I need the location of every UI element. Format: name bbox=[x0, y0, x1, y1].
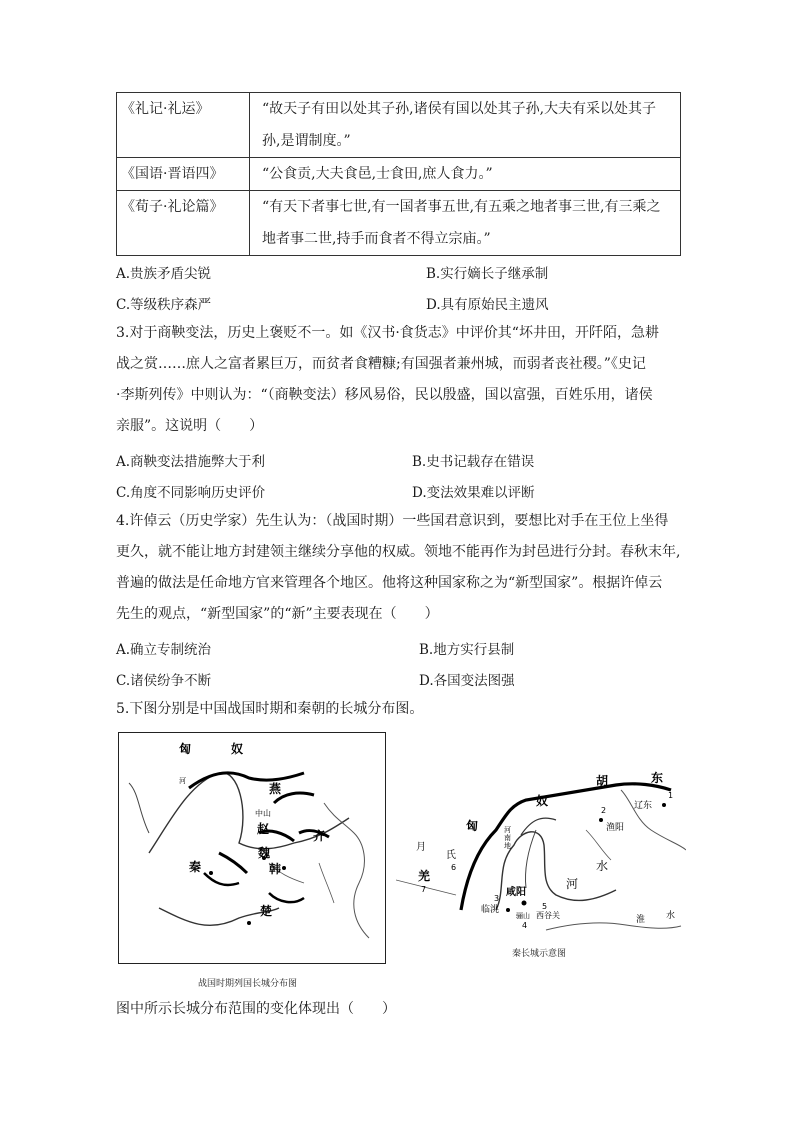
coastline bbox=[324, 803, 369, 938]
q4-option-a[interactable]: A.确立专制统治 bbox=[116, 642, 212, 658]
label-n6: 6 bbox=[451, 863, 457, 872]
stem-line: 亲服”。这说明（ ） bbox=[116, 418, 264, 434]
label-shi: 氏 bbox=[446, 850, 456, 861]
stem-line: 普遍的做法是任命地方官来管理各个地区。他将这种国家称之为“新型国家”。根据许倬云 bbox=[116, 575, 663, 591]
label-n3: 3 bbox=[494, 894, 500, 903]
source-name: 《国语·晋语四》 bbox=[117, 158, 250, 191]
huai-river bbox=[546, 923, 681, 930]
label-liaodong: 辽东 bbox=[634, 801, 653, 811]
quote-line: “故天子有田以处其子孙,诸侯有国以处其子孙,大夫有采以处其子 bbox=[262, 101, 657, 117]
city-dot bbox=[662, 803, 666, 807]
question-4-stem bbox=[116, 506, 681, 630]
coastline bbox=[621, 790, 686, 850]
label-chu: 楚 bbox=[260, 904, 273, 918]
label-huai: 淮 bbox=[636, 915, 646, 925]
city-dot bbox=[522, 901, 527, 906]
stem-line: 先生的观点，“新型国家”的“新”主要表现在（ ） bbox=[116, 606, 439, 622]
quote-line: 地者事二世,持手而食者不得立宗庙。” bbox=[262, 231, 491, 247]
river bbox=[319, 863, 334, 903]
label-lishan: 骊山 bbox=[516, 912, 530, 920]
city-dot bbox=[506, 908, 510, 912]
label-henan3: 地 bbox=[504, 842, 511, 850]
label-n4: 4 bbox=[522, 921, 528, 930]
label-yue: 月 bbox=[416, 842, 426, 853]
q2-option-b[interactable]: B.实行嫡长子继承制 bbox=[426, 266, 549, 282]
label-qin: 秦 bbox=[189, 860, 202, 874]
city-dot bbox=[247, 921, 251, 925]
table-row bbox=[117, 191, 681, 256]
label-xiongnu2: 奴 bbox=[231, 742, 244, 756]
label-nu: 奴 bbox=[536, 794, 549, 808]
label-xianyang: 咸阳 bbox=[506, 887, 526, 898]
label-shui: 水 bbox=[596, 859, 609, 873]
label-han: 韩 bbox=[269, 862, 282, 876]
city-dot bbox=[599, 818, 603, 822]
q2-option-a[interactable]: A.贵族矛盾尖锐 bbox=[116, 266, 212, 282]
map1-svg bbox=[119, 733, 385, 963]
label-yuyang: 渔阳 bbox=[606, 823, 625, 833]
source-name: 《礼记·礼运》 bbox=[117, 93, 250, 158]
river bbox=[129, 783, 149, 833]
label-n1: 1 bbox=[668, 791, 674, 800]
label-dong: 东 bbox=[651, 771, 664, 785]
label-shui2: 水 bbox=[666, 911, 676, 921]
map1-caption: 战国时期列国长城分布图 bbox=[198, 979, 298, 989]
wall-wei bbox=[219, 853, 247, 873]
question-3-stem bbox=[116, 318, 681, 442]
label-xiongnu1: 匈 bbox=[179, 742, 192, 756]
qin-wall-map bbox=[396, 770, 686, 940]
label-wei: 魏 bbox=[258, 846, 271, 860]
quote-line: “有天下者事七世,有一国者事五世,有五乘之地者事三世,有三乘之 bbox=[262, 199, 661, 215]
wall-chu bbox=[269, 893, 304, 902]
label-henan1: 河 bbox=[504, 826, 511, 834]
source-quote bbox=[250, 191, 681, 256]
q4-option-d[interactable]: D.各国变法图强 bbox=[419, 673, 515, 689]
stem-line: 4.许倬云（历史学家）先生认为：（战国时期）一些国君意识到，要想比对手在王位上坐得 bbox=[116, 513, 669, 529]
label-n7: 7 bbox=[421, 885, 427, 894]
river bbox=[586, 830, 611, 860]
q3-option-c[interactable]: C.角度不同影响历史评价 bbox=[116, 485, 266, 501]
q3-option-a[interactable]: A.商鞅变法措施弊大于利 bbox=[116, 454, 266, 470]
label-he: 河 bbox=[179, 777, 186, 785]
city-dot bbox=[282, 866, 286, 870]
q2-option-c[interactable]: C.等级秩序森严 bbox=[116, 297, 212, 313]
stem-line: 战之赏……庶人之富者累巨万，而贫者食糟糠;有国强者兼州城，而弱者丧社稷。”《史记 bbox=[116, 356, 646, 372]
label-n5: 5 bbox=[542, 902, 548, 911]
q3-option-b[interactable]: B.史书记载存在错误 bbox=[412, 454, 535, 470]
label-zhao: 赵 bbox=[257, 822, 270, 836]
label-lintao: 临洮 bbox=[481, 905, 500, 915]
quote-line: “公食贡,大夫食邑,士食田,庶人食力。” bbox=[262, 166, 493, 182]
stem-line: 3.对于商鞅变法，历史上褒贬不一。如《汉书·食货志》中评价其“坏井田，开阡陌，急耕 bbox=[116, 325, 659, 341]
question-5-prompt: 图中所示长城分布范围的变化体现出（ ） bbox=[116, 1001, 396, 1017]
q4-option-c[interactable]: C.诸侯纷争不断 bbox=[116, 673, 212, 689]
warring-states-wall-map bbox=[118, 732, 386, 964]
label-zhongshan: 中山 bbox=[255, 809, 271, 818]
stem-line: 更久，就不能让地方封建领主继续分享他的权威。领地不能再作为封邑进行分封。春秋末年, bbox=[116, 544, 681, 560]
map2-caption: 秦长城示意图 bbox=[512, 949, 567, 959]
quote-line: 孙,是谓制度。” bbox=[262, 133, 351, 149]
label-xiong: 匈 bbox=[466, 819, 479, 833]
q2-option-d[interactable]: D.具有原始民主遗风 bbox=[426, 297, 549, 313]
q4-option-b[interactable]: B.地方实行县制 bbox=[419, 642, 515, 658]
map2-svg bbox=[396, 770, 686, 940]
label-he: 河 bbox=[566, 877, 579, 891]
label-qiang: 羌 bbox=[418, 869, 431, 883]
straight-road bbox=[525, 830, 536, 888]
table-row bbox=[117, 158, 681, 191]
label-yan: 燕 bbox=[269, 782, 282, 796]
label-henan2: 南 bbox=[504, 834, 511, 842]
source-quote bbox=[250, 93, 681, 158]
stem-line: ·李斯列传》中则认为：“（商鞅变法）移风易俗，民以殷盛，国以富强，百姓乐用，诸侯 bbox=[116, 387, 653, 403]
source-name: 《荀子·礼论篇》 bbox=[117, 191, 250, 256]
wall-han bbox=[204, 873, 239, 885]
q3-option-d[interactable]: D.变法效果难以评断 bbox=[412, 485, 535, 501]
label-n2: 2 bbox=[601, 806, 607, 815]
label-qi: 齐 bbox=[313, 829, 326, 843]
question-5-stem: 5.下图分别是中国战国时期和秦朝的长城分布图。 bbox=[116, 701, 424, 717]
source-table bbox=[116, 92, 681, 256]
city-dot bbox=[209, 871, 213, 875]
label-xiguguan: 西谷关 bbox=[536, 911, 560, 920]
table-row bbox=[117, 93, 681, 158]
label-hu: 胡 bbox=[596, 774, 609, 788]
wall-north bbox=[189, 773, 304, 788]
source-quote bbox=[250, 158, 681, 191]
